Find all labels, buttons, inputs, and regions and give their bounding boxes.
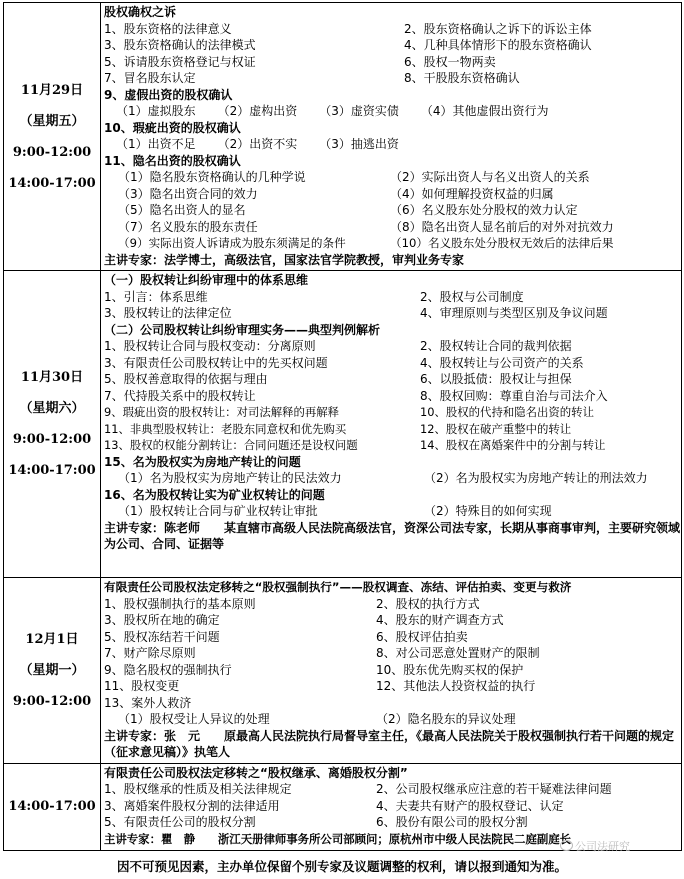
topic-row <box>104 404 681 421</box>
session-content <box>101 271 682 578</box>
topic-row <box>104 289 681 306</box>
topic-item: 5、股权冻结若干问题 <box>104 629 220 644</box>
topic-row <box>104 781 681 798</box>
topic-item: 6、股权评估拍卖 <box>376 629 468 644</box>
topic-item: 9、隐名股权的强制执行 <box>104 662 232 677</box>
subtopic-item: （2）出资不实 <box>217 137 298 151</box>
subtopic-items <box>104 136 681 153</box>
session-content <box>101 578 682 764</box>
session-date: 12月1日 <box>25 631 79 647</box>
topic-row <box>104 798 681 815</box>
topic-item: （10）名义股东处分股权无效后的法律后果 <box>390 236 614 250</box>
topic-item: 3、股东资格确认的法律模式 <box>104 38 256 52</box>
topic-item: 1、股权强制执行的基本原则 <box>104 596 256 611</box>
topic-item: 1、引言：体系思维 <box>104 289 208 304</box>
topic-item: （9）实际出资人诉请成为股东须满足的条件 <box>118 236 346 250</box>
topic-item: （6）名义股东处分股权的效力认定 <box>390 203 578 217</box>
topic-item: 4、审理原则与类型区别及争议问题 <box>420 306 608 320</box>
topic-item: 12、其他法人投资权益的执行 <box>376 679 536 693</box>
topic-item: 10、股东优先购买权的保护 <box>376 662 524 677</box>
topic-item: 14、股权在离婚案件中的分割与转让 <box>420 438 606 452</box>
session-row-3 <box>4 578 682 764</box>
watermark <box>560 838 630 854</box>
topic-item: （2）名为股权实为房地产转让的刑法效力 <box>424 471 648 485</box>
subtopic-heading: 11、隐名出资的股权确认 <box>104 153 241 168</box>
topic-item: （1）名为股权实为房地产转让的民法效力 <box>118 471 342 485</box>
topic-item: 10、股权的代持和隐名出资的转让 <box>420 405 594 419</box>
expert-line: 主讲专家：法学博士，高级法官，国家法官学院教授，审判业务专家 <box>104 252 465 267</box>
session-row-2 <box>4 271 682 578</box>
session-date-cell <box>4 271 101 578</box>
topic-row <box>104 814 681 831</box>
session-weekday: （星期六） <box>19 401 85 416</box>
topic-item: 2、股权的执行方式 <box>376 596 480 611</box>
topic-row <box>104 219 681 236</box>
session-date: 11月29日 <box>20 82 84 98</box>
schedule-table <box>3 2 682 851</box>
topic-row <box>104 645 681 662</box>
topic-item: 2、公司股权继承应注意的若干疑难法律问题 <box>376 782 612 796</box>
topic-item: 2、股东资格确认之诉下的诉讼主体 <box>404 21 592 36</box>
topic-item: 5、有限责任公司的股权分割 <box>104 815 256 829</box>
topic-item: 2、股权与公司制度 <box>420 289 524 304</box>
chat-bubble-icon <box>560 840 573 851</box>
topic-item: （4）如何理解投资权益的归属 <box>390 186 554 201</box>
topic-item: （5）隐名出资人的显名 <box>118 203 246 217</box>
session-date-cell <box>4 3 101 271</box>
topic-heading: 有限责任公司股权法定移转之“股权强制执行”——股权调查、冻结、评估拍卖、变更与救济 <box>104 580 572 594</box>
topic-item: 11、非典型股权转让：老股东同意权和优先购买 <box>104 421 347 436</box>
topic-item: 3、股权转让的法律定位 <box>104 306 232 320</box>
topic-row <box>104 70 681 87</box>
session-weekday: （星期五） <box>19 113 85 129</box>
expert-line: 主讲专家：陈老师 某直辖市高级人民法院高级法官，资深公司法专家，长期从事商事审判，主要研究领域为公司、合同、证据等 <box>104 520 681 551</box>
topic-item: （2）隐名股东的异议处理 <box>376 712 516 726</box>
session-row-1 <box>4 3 682 271</box>
topic-item: （1）隐名股东资格确认的几种学说 <box>118 170 306 184</box>
subtopic-item: （2）虚构出资 <box>217 104 298 118</box>
topic-item: 12、股权在破产重整中的转让 <box>420 421 572 436</box>
topic-item: （2）实际出资人与名义出资人的关系 <box>390 170 590 184</box>
subtopic-heading: 9、虚假出资的股权确认 <box>104 87 233 102</box>
topic-item: 9、瑕疵出资的股权转让：对司法解释的再解释 <box>104 405 340 419</box>
topic-item: 6、股份有限公司的股权分割 <box>376 815 528 829</box>
session-time: 14:00-17:00 <box>8 463 96 478</box>
topic-item: 1、股权转让合同与股权变动：分离原则 <box>104 339 316 353</box>
topic-row <box>104 169 681 186</box>
topic-row <box>104 21 681 38</box>
watermark-text: 公司法研究 <box>575 840 630 853</box>
session-time: 14:00-17:00 <box>8 175 96 191</box>
topic-row <box>104 338 681 355</box>
topic-item: 11、股权变更 <box>104 679 180 693</box>
topic-item: （2）特殊目的如何实现 <box>424 504 552 518</box>
session-content <box>101 763 682 850</box>
session-time: 9:00-12:00 <box>12 144 92 160</box>
topic-item: 4、几种具体情形下的股东资格确认 <box>404 38 592 52</box>
section-heading: （二）公司股权转让纠纷审理实务——典型判例解析 <box>104 322 381 337</box>
topic-row <box>104 235 681 252</box>
topic-item: 8、对公司恶意处置财产的限制 <box>376 646 540 660</box>
session-content <box>101 3 682 271</box>
topic-item: 4、股东的财产调查方式 <box>376 613 504 627</box>
session-time: 14:00-17:00 <box>8 799 96 814</box>
topic-row <box>104 421 681 438</box>
session-time: 9:00-12:00 <box>12 432 92 447</box>
topic-item: 8、干股股东资格确认 <box>404 71 520 85</box>
topic-row <box>104 662 681 679</box>
topic-item: （1）股权转让合同与矿业权转让审批 <box>118 504 318 518</box>
topic-item: （7）名义股东的股东责任 <box>118 219 258 234</box>
topic-item: 3、离婚案件股权分割的法律适用 <box>104 798 280 813</box>
session-row-4 <box>4 763 682 850</box>
topic-row <box>104 596 681 613</box>
topic-row <box>104 711 681 728</box>
topic-row <box>104 629 681 646</box>
topic-item: 5、股权善意取得的依据与理由 <box>104 372 268 386</box>
topic-item: 2、股权转让合同的裁判依据 <box>420 339 572 353</box>
topic-row <box>104 678 681 695</box>
expert-line: 主讲专家：张 元 原最高人民法院执行局督导室主任，《最高人民法院关于股权强制执行若干问题的规定（征求意见稿）》执笔人 <box>104 728 675 759</box>
topic-heading: 股权确权之诉 <box>104 5 177 19</box>
topic-item: 1、股东资格的法律意义 <box>104 21 232 36</box>
subtopic-items <box>104 103 681 120</box>
topic-row <box>104 388 681 405</box>
topic-item: 13、股权的权能分割转让：合同问题还是设权问题 <box>104 438 358 452</box>
topic-item: 1、股权继承的性质及相关法律规定 <box>104 782 292 796</box>
topic-item: 6、股权一物两卖 <box>404 54 496 69</box>
topic-item: （3）隐名出资合同的效力 <box>118 186 258 201</box>
session-weekday: （星期一） <box>19 662 85 678</box>
topic-row <box>104 355 681 372</box>
session-time: 9:00-12:00 <box>12 693 92 709</box>
topic-item: 7、财产除尽原则 <box>104 646 196 660</box>
topic-row <box>104 305 681 322</box>
footer-note: 因不可预见因素，主办单位保留个别专家及议题调整的权利，请以报到通知为准。 <box>116 859 567 874</box>
topic-row <box>104 54 681 71</box>
topic-heading: 有限责任公司股权法定移转之“股权继承、离婚股权分割” <box>104 765 408 780</box>
topic-row <box>104 202 681 219</box>
topic-item: 3、有限责任公司股权转让中的先买权问题 <box>104 355 328 370</box>
topic-row <box>104 503 681 520</box>
topic-item: （8）隐名出资人显名前后的对外对抗效力 <box>390 219 614 234</box>
topic-item: 13、案外人救济 <box>104 695 192 710</box>
topic-row <box>104 612 681 629</box>
topic-item: 7、代持股关系中的股权转让 <box>104 388 256 403</box>
topic-item: 8、股权回购：尊重自治与司法介入 <box>420 388 608 403</box>
subtopic-item: （3）抽逃出资 <box>319 137 399 151</box>
subtopic-item: （1）出资不足 <box>116 137 196 151</box>
topic-item: 5、诉请股东资格登记与权证 <box>104 54 256 69</box>
session-date-cell <box>4 763 101 850</box>
session-date-cell <box>4 578 101 764</box>
topic-row <box>104 186 681 203</box>
topic-row <box>104 371 681 388</box>
topic-item: 3、股权所在地的确定 <box>104 613 220 627</box>
subtopic-item: （3）虚资实债 <box>319 104 399 118</box>
topic-row <box>104 470 681 487</box>
subtopic-heading: 15、名为股权实为房地产转让的问题 <box>104 454 301 469</box>
topic-item: 4、夫妻共有财产的股权登记、认定 <box>376 798 564 813</box>
section-heading: （一）股权转让纠纷审理中的体系思维 <box>104 273 309 287</box>
session-date: 11月30日 <box>20 370 84 385</box>
topic-item: 6、以股抵债：股权让与担保 <box>420 372 572 386</box>
topic-item: 7、冒名股东认定 <box>104 71 196 85</box>
subtopic-item: （1）虚拟股东 <box>116 104 196 118</box>
topic-row <box>104 437 681 454</box>
subtopic-heading: 16、名为股权转让实为矿业权转让的问题 <box>104 487 325 502</box>
subtopic-item: （4）其他虚假出资行为 <box>420 104 549 118</box>
subtopic-heading: 10、瑕疵出资的股权确认 <box>104 120 241 135</box>
expert-line: 主讲专家：瞿 静 浙江天册律师事务所公司部顾问；原杭州市中级人民法院民二庭副庭长 <box>104 831 572 846</box>
topic-item: （1）股权受让人异议的处理 <box>118 712 270 726</box>
topic-row <box>104 37 681 54</box>
topic-item: 4、股权转让与公司资产的关系 <box>420 355 584 370</box>
